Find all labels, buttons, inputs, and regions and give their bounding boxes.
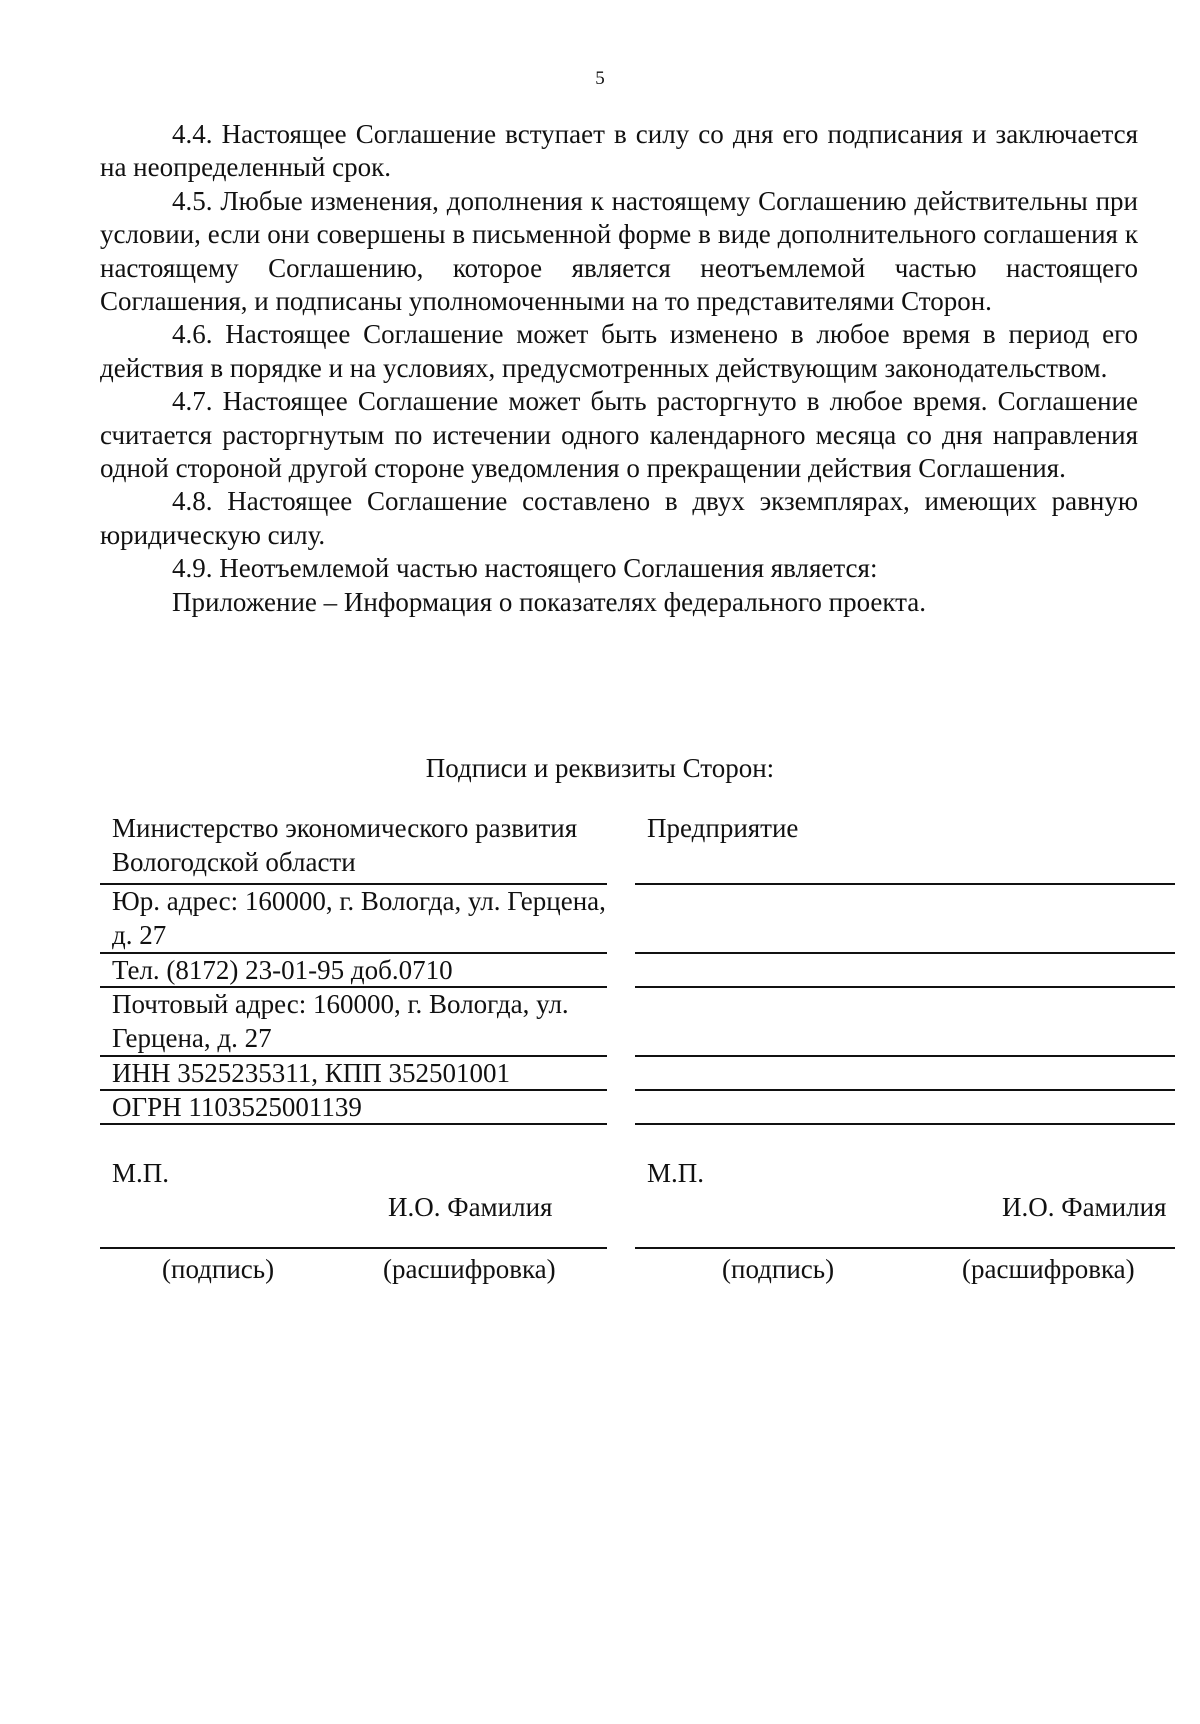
party-name: Министерство экономического развития Вологодской области xyxy=(100,812,607,885)
left-party-details xyxy=(100,812,607,1125)
blank-line xyxy=(635,954,1175,988)
inn-kpp: ИНН 3525235311, КПП 352501001 xyxy=(100,1057,607,1091)
party-name: Предприятие xyxy=(635,812,1175,885)
attachment-line: Приложение – Информация о показателях федерального проекта. xyxy=(172,586,927,617)
phone: Тел. (8172) 23-01-95 доб.0710 xyxy=(100,954,607,988)
blank-line xyxy=(635,1091,1175,1125)
left-signature-caption: (подпись) xyxy=(162,1254,275,1284)
blank-line xyxy=(635,1057,1175,1091)
postal-address: Почтовый адрес: 160000, г. Вологда, ул. Герцена, д. 27 xyxy=(100,988,607,1057)
right-name-placeholder: И.О. Фамилия xyxy=(1002,1192,1167,1222)
left-decoding-caption: (расшифровка) xyxy=(383,1254,556,1284)
left-signature-line xyxy=(100,1247,607,1249)
left-seal-label: М.П. xyxy=(112,1158,170,1188)
clause-4-5: 4.5. Любые изменения, дополнения к настоящему Соглашению действительны при условии, если они совершены в письменной форме в виде дополнительного соглашения к настоящему Соглашению, которое является неотъемлемой частью настоящего Соглашения, и подписаны уполномоченными на то представителями Сторон. xyxy=(100,185,1138,317)
right-decoding-caption: (расшифровка) xyxy=(962,1254,1135,1284)
clause-4-9: 4.9. Неотъемлемой частью настоящего Соглашения является: xyxy=(172,553,878,584)
clause-4-6: 4.6. Настоящее Соглашение может быть изменено в любое время в период его действия в порядке и на условиях, предусмотренных действующим законодательством. xyxy=(100,319,1138,383)
right-seal-label: М.П. xyxy=(647,1158,705,1188)
clause-4-8: 4.8. Настоящее Соглашение составлено в двух экземплярах, имеющих равную юридическую силу. xyxy=(100,486,1138,550)
signatures-title: Подписи и реквизиты Сторон: xyxy=(425,753,775,783)
agreement-clauses xyxy=(100,118,1138,619)
blank-line xyxy=(635,885,1175,954)
clause-4-4: 4.4. Настоящее Соглашение вступает в силу со дня его подписания и заключается на неопределенный срок. xyxy=(100,119,1138,183)
page-number: 5 xyxy=(595,68,605,89)
left-name-placeholder: И.О. Фамилия xyxy=(388,1192,553,1222)
right-signature-caption: (подпись) xyxy=(722,1254,835,1284)
ogrn: ОГРН 1103525001139 xyxy=(100,1091,607,1125)
clause-4-7: 4.7. Настоящее Соглашение может быть расторгнуто в любое время. Соглашение считается расторгнутым по истечении одного календарного месяца со дня направления одной стороной другой стороне уведомления о прекращении действия Соглашения. xyxy=(100,386,1138,484)
right-party-details xyxy=(635,812,1175,1125)
legal-address: Юр. адрес: 160000, г. Вологда, ул. Герцена, д. 27 xyxy=(100,885,607,954)
right-signature-line xyxy=(635,1247,1175,1249)
blank-line xyxy=(635,988,1175,1057)
